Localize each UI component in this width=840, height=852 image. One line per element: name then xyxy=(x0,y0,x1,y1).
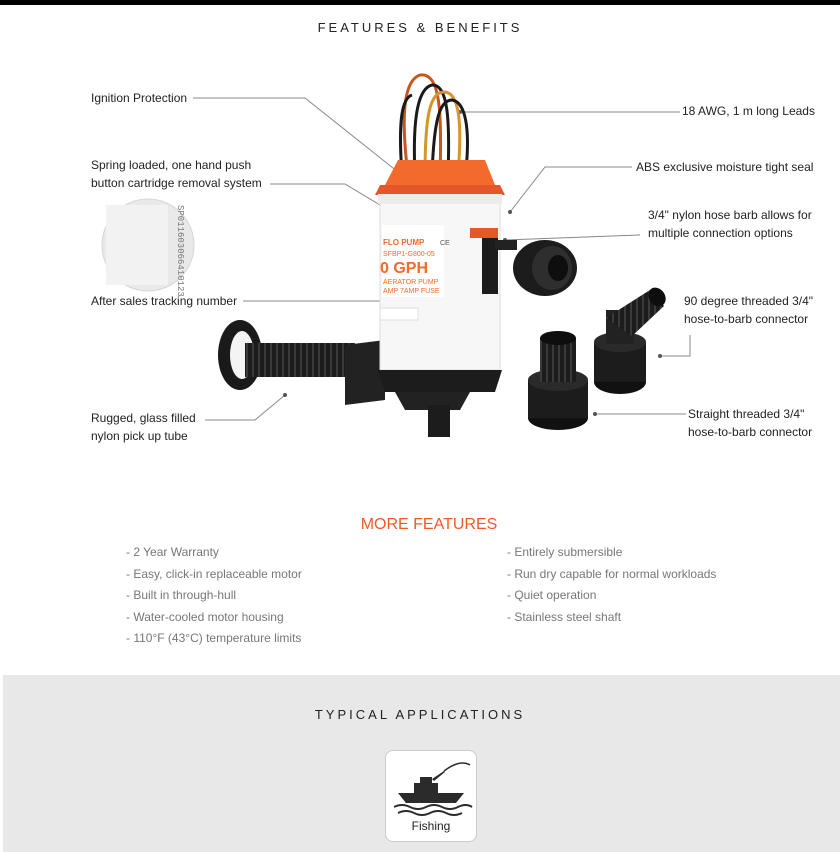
application-card-fishing[interactable] xyxy=(385,750,477,842)
application-label: Fishing xyxy=(411,819,451,833)
callout-straight-line2: hose-to-barb connector xyxy=(688,425,813,439)
pump-gph: 0 GPH xyxy=(380,260,429,277)
feature-list-left xyxy=(126,542,302,650)
feature-item: - Quiet operation xyxy=(507,588,597,602)
pump-line2: AMP 7AMP FUSE xyxy=(383,288,440,295)
tracking-number-closeup xyxy=(102,199,194,297)
connector-90-degree xyxy=(594,284,669,394)
wire-leads xyxy=(400,75,467,175)
more-features-title: MORE FEATURES xyxy=(360,516,498,533)
feature-item: - 2 Year Warranty xyxy=(126,545,219,559)
callout-90-degree-line1: 90 degree threaded 3/4" xyxy=(684,294,814,308)
callout-pickup-tube-line2: nylon pick up tube xyxy=(91,429,188,443)
callout-tracking-number: After sales tracking number xyxy=(91,294,238,308)
connector-straight xyxy=(528,331,588,430)
pump-line1: AERATOR PUMP xyxy=(383,279,439,286)
pump-model: SFBP1-G800-05 xyxy=(383,251,435,258)
callout-ignition-protection: Ignition Protection xyxy=(91,91,188,105)
applications-title: TYPICAL APPLICATIONS xyxy=(314,707,526,722)
feature-item: - Run dry capable for normal workloads xyxy=(507,566,717,581)
features-title: FEATURES & BENEFITS xyxy=(317,20,523,35)
feature-item: - Stainless steel shaft xyxy=(507,609,622,624)
feature-item: - Easy, click-in replaceable motor xyxy=(126,566,302,581)
callout-spring-loaded-line2: button cartridge removal system xyxy=(91,176,262,190)
callout-pickup-tube-line1: Rugged, glass filled xyxy=(91,411,196,425)
callout-hose-barb-line1: 3/4" nylon hose barb allows for xyxy=(648,208,812,222)
feature-item: - Water-cooled motor housing xyxy=(126,609,284,624)
callout-moisture-seal: ABS exclusive moisture tight seal xyxy=(636,160,814,174)
feature-item: - 110°F (43°C) temperature limits xyxy=(126,631,302,645)
pump-ce: CE xyxy=(440,240,450,247)
feature-list-right xyxy=(507,542,716,628)
fishing-boat-icon xyxy=(386,757,476,817)
pickup-tube xyxy=(218,320,385,405)
callout-leads: 18 AWG, 1 m long Leads xyxy=(682,104,815,118)
feature-item: - Entirely submersible xyxy=(507,545,623,559)
tracking-code: SP011603066410123 xyxy=(175,205,185,297)
callout-90-degree-line2: hose-to-barb connector xyxy=(684,312,809,326)
feature-item: - Built in through-hull xyxy=(126,588,237,602)
callout-spring-loaded-line1: Spring loaded, one hand push xyxy=(91,158,252,172)
callout-hose-barb-line2: multiple connection options xyxy=(648,226,793,240)
callout-straight-line1: Straight threaded 3/4" xyxy=(688,407,805,421)
pump-brand: FLO PUMP xyxy=(383,238,425,247)
